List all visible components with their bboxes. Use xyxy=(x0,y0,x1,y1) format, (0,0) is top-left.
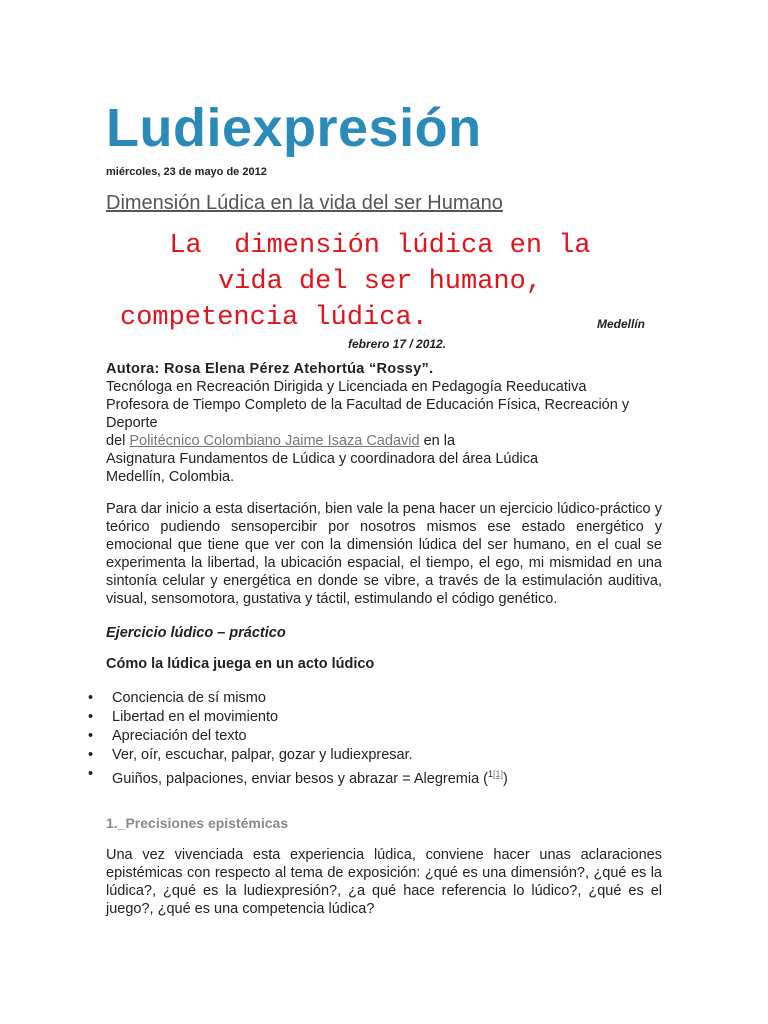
list-item-close: ) xyxy=(503,770,508,787)
author-block xyxy=(106,360,666,486)
list-item-text: Guiños, palpaciones, enviar besos y abrazar = Alegremia ( xyxy=(112,770,488,787)
author-name: Autora: Rosa Elena Pérez Atehortúa “Rossy”. xyxy=(106,361,434,377)
author-line5: Medellín, Colombia. xyxy=(106,469,235,485)
post-heading xyxy=(100,228,660,336)
author-line2: Profesora de Tiempo Completo de la Facultad de Educación Física, Recreación y Deporte xyxy=(106,397,630,431)
list-item: • Apreciación del texto xyxy=(88,727,508,746)
list-item: • Conciencia de sí mismo xyxy=(88,689,508,708)
post-title-link[interactable]: Dimensión Lúdica en la vida del ser Humano xyxy=(106,192,503,214)
post-date: miércoles, 23 de mayo de 2012 xyxy=(106,166,267,178)
list-item xyxy=(88,765,508,789)
post-heading-line3: competencia lúdica. xyxy=(120,303,428,333)
place-date: febrero 17 / 2012. xyxy=(348,337,447,351)
author-line3-pre: del xyxy=(106,433,130,449)
footnote-link[interactable]: [1] xyxy=(493,769,504,779)
place-label: Medellín xyxy=(597,317,646,331)
bullet-list xyxy=(88,689,508,789)
post-heading-line2: vida del ser humano, xyxy=(217,267,543,297)
intro-paragraph: Para dar inicio a esta disertación, bien vale la pena hacer un ejercicio lúdico-práctico y teórico pudiendo sensopercibir por nosotros mismos ese estado energético y emocional que tiene que ver con la dimensión lúdica del ser humano, en el cual se experimenta la libertad, la ubicación espacial, el tiempo, el ego, mi mismidad en una sintonía celular y energética en donde se vibre, a través de la estimulación auditiva, visual, sensomotora, gustativa y táctil, estimulando el código genético. xyxy=(106,501,662,607)
footnote-number: 1 xyxy=(488,769,494,779)
list-item: • Ver, oír, escuchar, palpar, gozar y ludiexpresar. xyxy=(88,746,508,765)
footnote-marker xyxy=(488,769,503,779)
blog-title[interactable]: Ludiexpresión xyxy=(106,98,482,158)
author-line1: Tecnóloga en Recreación Dirigida y Licenciada en Pedagogía Reeducativa xyxy=(106,379,587,395)
list-item: • Libertad en el movimiento xyxy=(88,708,508,727)
author-line4: Asignatura Fundamentos de Lúdica y coordinadora del área Lúdica xyxy=(106,451,539,467)
author-line3 xyxy=(106,432,666,450)
section-paragraph: Una vez vivenciada esta experiencia lúdica, conviene hacer unas aclaraciones epistémicas con respecto al tema de exposición: ¿qué es una dimensión?, ¿qué es la lúdica?, ¿qué es la ludiexpresión?, ¿a qué hace referencia lo lúdico?, ¿qué es el juego?, ¿qué es una competencia lúdica? xyxy=(106,847,662,917)
how-heading: Cómo la lúdica juega en un acto lúdico xyxy=(106,656,375,672)
author-line3-post: en la xyxy=(419,433,456,449)
institution-link[interactable]: Politécnico Colombiano Jaime Isaza Cadavid xyxy=(129,433,420,449)
section-heading: 1._Precisiones epistémicas xyxy=(106,815,289,831)
exercise-heading: Ejercicio lúdico – práctico xyxy=(106,625,286,641)
post-heading-line1: La dimensión lúdica en la xyxy=(169,231,591,261)
